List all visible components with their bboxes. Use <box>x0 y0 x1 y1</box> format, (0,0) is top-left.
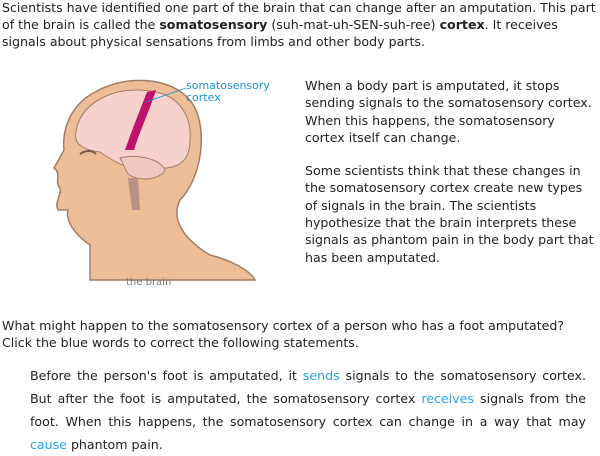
toggle-word-receives[interactable]: receives <box>421 391 474 406</box>
explanation-paragraph-1: When a body part is amputated, it stops sending signals to the somatosensory cortex. When this happens, the somatosensory cortex itself can change. <box>305 78 592 145</box>
correction-statement <box>30 364 586 456</box>
question-text: What might happen to the somatosensory cortex of a person who has a foot amputated? <box>2 318 565 333</box>
intro-text-end: . It receives signals about physical sensations from limbs and other body parts. <box>2 17 558 49</box>
toggle-word-sends[interactable]: sends <box>302 368 340 383</box>
instruction-text: Click the blue words to correct the following statements. <box>2 335 359 350</box>
statement-text: signals to the somatosensory cortex. But after the foot is amputated, the somatosensory cortex <box>30 368 587 406</box>
figure-caption: the brain <box>126 277 172 288</box>
statement-text: phantom pain. <box>66 437 163 452</box>
explanation-paragraph-2: Some scientists think that these changes in the somatosensory cortex create new types of signals in the brain. The scientists hypothesize that the brain interprets these signals as phantom pain in the body part that has been amputated. <box>305 163 594 265</box>
intro-paragraph <box>2 0 598 50</box>
statement-text: Before the person's foot is amputated, it <box>30 368 303 383</box>
statement-text: signals from the foot. When this happens, the somatosensory cortex can change in a way that may <box>30 391 586 429</box>
term-somatosensory: somatosensory <box>159 17 268 32</box>
toggle-word-cause[interactable]: cause <box>30 437 67 452</box>
pronunciation: (suh-mat-uh-SEN-suh-ree) <box>267 17 440 32</box>
intro-text: Scientists have identified one part of the brain that can change after an amputation. This part of the brain is called the <box>2 0 596 32</box>
term-cortex: cortex <box>439 17 485 32</box>
somatosensory-cortex-label <box>186 80 270 104</box>
label-line: cortex <box>186 91 221 104</box>
label-line: somatosensory <box>186 79 270 92</box>
explanation-column <box>305 77 595 266</box>
question-prompt <box>2 317 598 351</box>
